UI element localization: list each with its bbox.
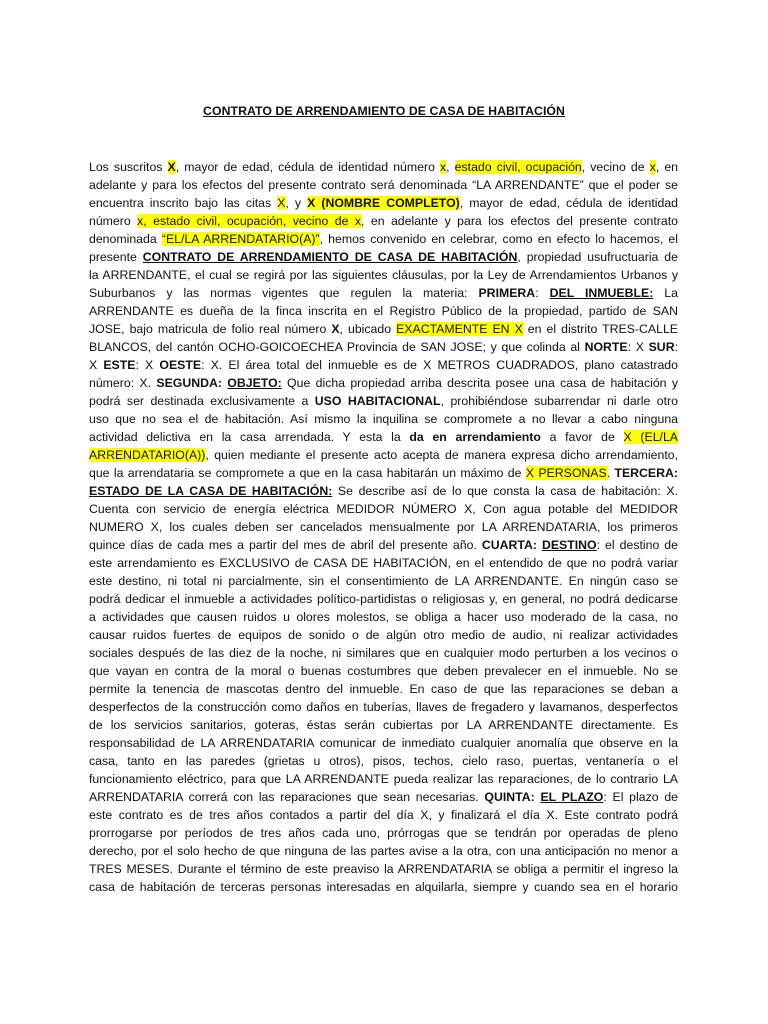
highlighted-placeholder: ARRENDATARIO(A)) (89, 448, 206, 462)
clause-text: responsabilidad de LA ARRENDATARIA comunicar de inmediato cualquier anomalía que observe en la (89, 736, 678, 750)
clause-text: casa de habitación de terceras personas interesadas en alquilarla, siempre y cuando sea en el horario (89, 880, 678, 894)
contract-line (89, 212, 678, 230)
clause-text: número (89, 214, 138, 228)
bold-clause-text: OESTE (159, 358, 202, 372)
contract-line (89, 770, 678, 788)
clause-text: : El plazo de (603, 790, 678, 804)
clause-text: , quien mediante el presente acto acepta de manera expresa dicho arrendamiento, (205, 448, 678, 462)
contract-line (89, 554, 678, 572)
contract-line (89, 356, 678, 374)
bold-clause-text: ESTADO DE LA CASA DE HABITACIÓN: (89, 484, 333, 498)
highlighted-placeholder: X PERSONAS (525, 466, 607, 480)
clause-text: , prohibiéndose subarrendar ni darle otro (440, 394, 678, 408)
clause-text: , hemos convenido en celebrar, como en efecto lo hacemos, el (319, 232, 678, 246)
clause-text: a favor de (540, 430, 624, 444)
clause-text: : X (135, 358, 160, 372)
clause-text: : X (627, 340, 649, 354)
contract-line (89, 464, 678, 482)
highlighted-placeholder: X (167, 160, 176, 174)
highlighted-placeholder: X (EL/LA (623, 430, 679, 444)
clause-text: derecho, por el solo hecho de que ninguna de las partes avise a la otra, con una anticipación no menor a (89, 844, 678, 858)
clause-text: prorrogarse por períodos de tres años cada uno, prórrogas que se tendrán por operadas de pleno (89, 826, 678, 840)
contract-line (89, 806, 678, 824)
clause-text: presente (89, 250, 143, 264)
contract-line (89, 590, 678, 608)
bold-clause-text: QUINTA: (484, 790, 541, 804)
contract-body (89, 158, 678, 896)
bold-clause-text: PRIMERA (478, 286, 536, 300)
clause-text: en el distrito TRES-CALLE (522, 322, 679, 336)
clause-text: X (89, 358, 104, 372)
clause-text: este arrendamiento es EXCLUSIVO de CASA DE HABITACIÓN, en el entendido de que no podrá variar (89, 556, 678, 570)
contract-line (89, 338, 678, 356)
contract-line (89, 662, 678, 680)
clause-text: Cuenta con servicio de energía eléctrica MEDIDOR NÚMERO X, Con agua potable del MEDIDOR (89, 502, 678, 516)
contract-line (89, 176, 678, 194)
bold-clause-text: X (331, 322, 340, 336)
contract-line (89, 500, 678, 518)
contract-line (89, 608, 678, 626)
clause-text: quince días de cada mes a partir del mes de abril del presente año. (89, 538, 482, 552)
contract-line (89, 392, 678, 410)
contract-line (89, 248, 678, 266)
highlighted-placeholder: X (277, 196, 286, 210)
contract-line (89, 284, 678, 302)
bold-clause-text: ESTE (103, 358, 136, 372)
highlighted-placeholder: EXACTAMENTE EN X (396, 322, 523, 336)
clause-text: podrá dedicar el inmueble a actividades político-partidistas o religiosas y, en general, no podrá dedicarse (89, 592, 678, 606)
clause-text: Que dicha propiedad arriba descrita posee una casa de habitación y (281, 376, 678, 390)
clause-text: BLANCOS, del cantón OCHO-GOICOECHEA Provincia de SAN JOSE; y que colinda al (89, 340, 585, 354)
contract-line (89, 266, 678, 284)
highlighted-placeholder: x (649, 160, 656, 174)
clause-text: ARRENDANTE es dueña de la finca inscrita en el Registro Público de la propiedad, partido de SAN (89, 304, 678, 318)
clause-text: permite la tenencia de mascotas dentro del inmueble. En caso de que las reparaciones se deban a (89, 682, 678, 696)
highlighted-placeholder: “EL/LA ARRENDATARIO(A)” (161, 232, 320, 246)
clause-text: sociales después de las diez de la noche, ni similares que en cualquier modo perturben a los vecinos o (89, 646, 678, 660)
clause-text: , mayor de edad, cédula de identidad (459, 196, 679, 210)
clause-text: este destino, ni total ni parcialmente, sin el consentimiento de LA ARRENDANTE. En ningún caso se (89, 574, 678, 588)
contract-line (89, 680, 678, 698)
clause-text: este contrato es de tres años contados a partir del día X, y finalizará el día X. Este contrato podrá (89, 808, 678, 822)
clause-text: : (674, 340, 678, 354)
contract-line (89, 860, 678, 878)
document-title (0, 104, 768, 118)
contract-line (89, 572, 678, 590)
contract-line (89, 824, 678, 842)
bold-clause-text: DEL INMUEBLE: (549, 286, 654, 300)
bold-clause-text: EL PLAZO (540, 790, 604, 804)
contract-line (89, 752, 678, 770)
contract-line (89, 410, 678, 428)
document-title-text: CONTRATO DE ARRENDAMIENTO DE CASA DE HABITACIÓN (203, 104, 565, 118)
clause-text: causar ruidos fuertes de equipos de sonido o de algún otro medio de audio, ni realizar actividades (89, 628, 678, 642)
bold-clause-text: USO HABITACIONAL (314, 394, 441, 408)
clause-text: , ubicado (339, 322, 397, 336)
clause-text: uso que no sea el de habitación. Así mismo la inquilina se compromete a no llevar a cabo ninguna (89, 412, 678, 426)
contract-line (89, 626, 678, 644)
clause-text: ARRENDATARIA correrá con las reparaciones que sean necesarias. (89, 790, 485, 804)
contract-line (89, 482, 678, 500)
contract-line (89, 788, 678, 806)
clause-text: de los servicios sanitarios, goteras, éstas serán cubiertas por LA ARRENDANTE directamente. Es (89, 718, 678, 732)
contract-line (89, 716, 678, 734)
clause-text: , (446, 160, 455, 174)
clause-text: TRES MESES. Durante el término de este preaviso la ARRENDATARIA se obliga a permitir el ingreso la (89, 862, 678, 876)
contract-line (89, 302, 678, 320)
clause-text: funcionamiento eléctrico, para que LA ARRENDANTE pueda realizar las reparaciones, de lo contrario LA (89, 772, 678, 786)
clause-text: Los suscritos (89, 160, 168, 174)
contract-line (89, 446, 678, 464)
clause-text: podrá ser destinada exclusivamente a (89, 394, 315, 408)
bold-clause-text: DESTINO (541, 538, 597, 552)
clause-text: , y (285, 196, 308, 210)
contract-line (89, 230, 678, 248)
clause-text: , mayor de edad, cédula de identidad número (175, 160, 440, 174)
clause-text: : el destino de (596, 538, 678, 552)
clause-text: , propiedad usufructuaria de (517, 250, 678, 264)
clause-text: , en (655, 160, 678, 174)
clause-text: desperfectos de la construcción como daños en tuberías, llaves de fregadero y lavamanos, desperfectos (89, 700, 678, 714)
clause-text: NUMERO X, los cuales deben ser cancelados mensualmente por LA ARRENDATARIA, los primeros (89, 520, 678, 534)
clause-text: casa, tanto en las paredes (grietas u otros), pisos, techos, cielo raso, puertas, ventanería o el (89, 754, 678, 768)
contract-line (89, 734, 678, 752)
bold-clause-text: SEGUNDA: (156, 376, 228, 390)
highlighted-placeholder: estado civil, ocupación (454, 160, 582, 174)
contract-line (89, 536, 678, 554)
contract-line (89, 158, 678, 176)
contract-line (89, 428, 678, 446)
contract-line (89, 194, 678, 212)
clause-text: Se describe así de lo que consta la casa de habitación: X. (332, 484, 678, 498)
bold-clause-text: OBJETO: (227, 376, 282, 390)
highlighted-placeholder: X (NOMBRE COMPLETO) (307, 196, 460, 210)
bold-clause-text: TERCERA: (614, 466, 678, 480)
clause-text: que vayan en contra de la moral o buenas costumbres que deben prevalecer en el inmueble. No se (89, 664, 678, 678)
clause-text: . (606, 466, 615, 480)
clause-text: , vecino de (581, 160, 650, 174)
contract-line (89, 698, 678, 716)
clause-text: La (653, 286, 678, 300)
clause-text: que la arrendataria se compromete a que en la casa habitarán un máximo de (89, 466, 526, 480)
clause-text: JOSE, bajo matricula de folio real número (89, 322, 332, 336)
clause-text: a actividades que causen ruidos u olores molestos, se obliga a hacer uso moderado de la casa, no (89, 610, 678, 624)
contract-line (89, 878, 678, 896)
clause-text: la ARRENDANTE, el cual se regirá por las siguientes cláusulas, por la Ley de Arrendamientos Urbanos y (89, 268, 678, 282)
bold-clause-text: SUR (648, 340, 675, 354)
clause-text: adelante y para los efectos del presente contrato será denominada “LA ARRENDANTE” que el poder se (89, 178, 678, 192)
highlighted-placeholder: x (440, 160, 447, 174)
clause-text: , en adelante y para los efectos del presente contrato (361, 214, 678, 228)
contract-line (89, 842, 678, 860)
highlighted-placeholder: x, estado civil, ocupación, vecino de x (137, 214, 361, 228)
clause-text: número: X. (89, 376, 157, 390)
bold-clause-text: CONTRATO DE ARRENDAMIENTO DE CASA DE HABITACIÓN (142, 250, 518, 264)
bold-clause-text: da en arrendamiento (409, 430, 541, 444)
contract-line (89, 644, 678, 662)
bold-clause-text: CUARTA: (481, 538, 542, 552)
clause-text: : (535, 286, 550, 300)
clause-text: Suburbanos y las normas vigentes que regulen la materia: (89, 286, 479, 300)
contract-line (89, 518, 678, 536)
contract-line (89, 374, 678, 392)
clause-text: denominada (89, 232, 162, 246)
clause-text: encuentra inscrito bajo las citas (89, 196, 278, 210)
clause-text: actividad delictiva en la casa arrendada. Y esta la (89, 430, 410, 444)
clause-text: : X. El área total del inmueble es de X METROS CUADRADOS, plano catastrado (201, 358, 678, 372)
bold-clause-text: NORTE (584, 340, 628, 354)
contract-line (89, 320, 678, 338)
